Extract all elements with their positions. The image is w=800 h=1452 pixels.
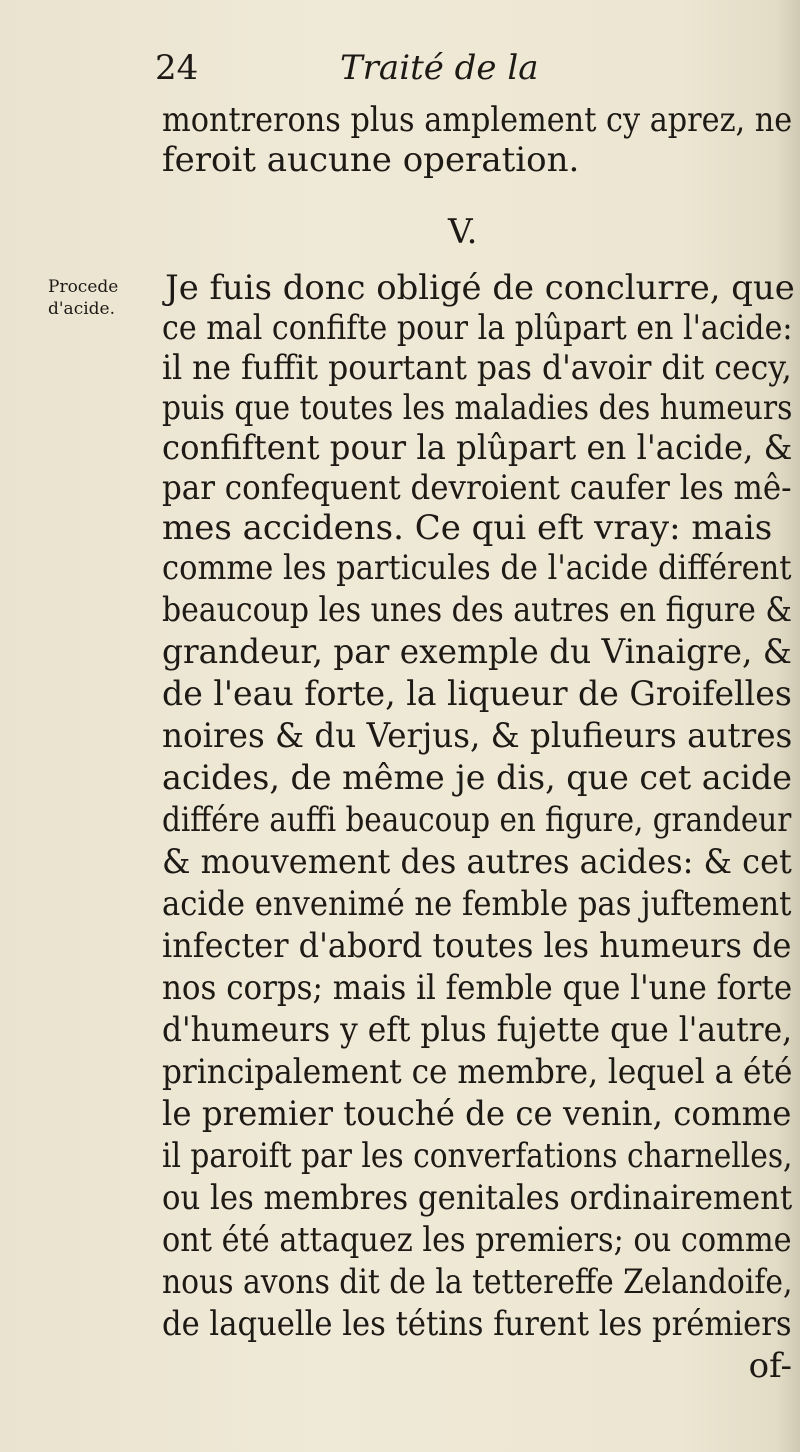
section-number: V. [448,212,478,252]
text-line: puis que toutes les maladies des humeurs [162,388,793,428]
text-line: comme les particules de l'acide différent [162,548,792,588]
text-line: par confequent devroient caufer les mê- [162,468,792,508]
text-line: Je fuis donc obligé de conclurre, que [165,268,795,308]
text-line: & mouvement des autres acides: & cet [162,842,792,882]
text-line: acides, de même je dis, que cet acide [162,758,792,798]
text-line: le premier touché de ce venin, comme [162,1094,792,1134]
text-line: feroit aucune operation. [162,140,580,180]
text-line: confiftent pour la plûpart en l'acide, & [162,428,793,468]
text-line: il ne fuffit pourtant pas d'avoir dit cecy, [162,348,792,388]
text-line: de l'eau forte, la liqueur de Groifelles [162,674,792,714]
text-line: il paroift par les converfations charnelles, [162,1136,793,1176]
text-line: acide envenimé ne femble pas juftement [162,884,792,924]
text-line: nos corps; mais il femble que l'une forte [162,968,793,1008]
text-line: ou les membres genitales ordinairement [162,1178,793,1218]
text-line: noires & du Verjus, & plufieurs autres [162,716,793,756]
margin-note-line: Procede [48,277,119,297]
text-line: grandeur, par exemple du Vinaigre, & [162,632,792,672]
text-line: de laquelle les tétins furent les prémiers [162,1304,792,1344]
page-number: 24 [155,48,199,88]
text-line: d'humeurs y eft plus fujette que l'autre, [162,1010,793,1050]
text-line: beaucoup les unes des autres en figure & [162,590,792,630]
margin-note-line: d'acide. [48,299,115,319]
text-line: infecter d'abord toutes les humeurs de [162,926,792,966]
text-line: différe auffi beaucoup en figure, grandeur [162,800,792,840]
text-line: ont été attaquez les premiers; ou comme [162,1220,792,1260]
text-line: montrerons plus amplement cy aprez, ne [162,100,793,140]
margin-note [48,276,118,320]
running-title: Traité de la [340,48,539,88]
page-header [0,48,800,98]
text-line: nous avons dit de la tettereffe Zelandoife, [162,1262,793,1302]
catchword: of- [748,1346,792,1386]
text-line: ce mal confifte pour la plûpart en l'acide: [162,308,793,348]
text-line: principalement ce membre, lequel a été [162,1052,793,1092]
text-line: mes accidens. Ce qui eft vray: mais [162,508,773,548]
